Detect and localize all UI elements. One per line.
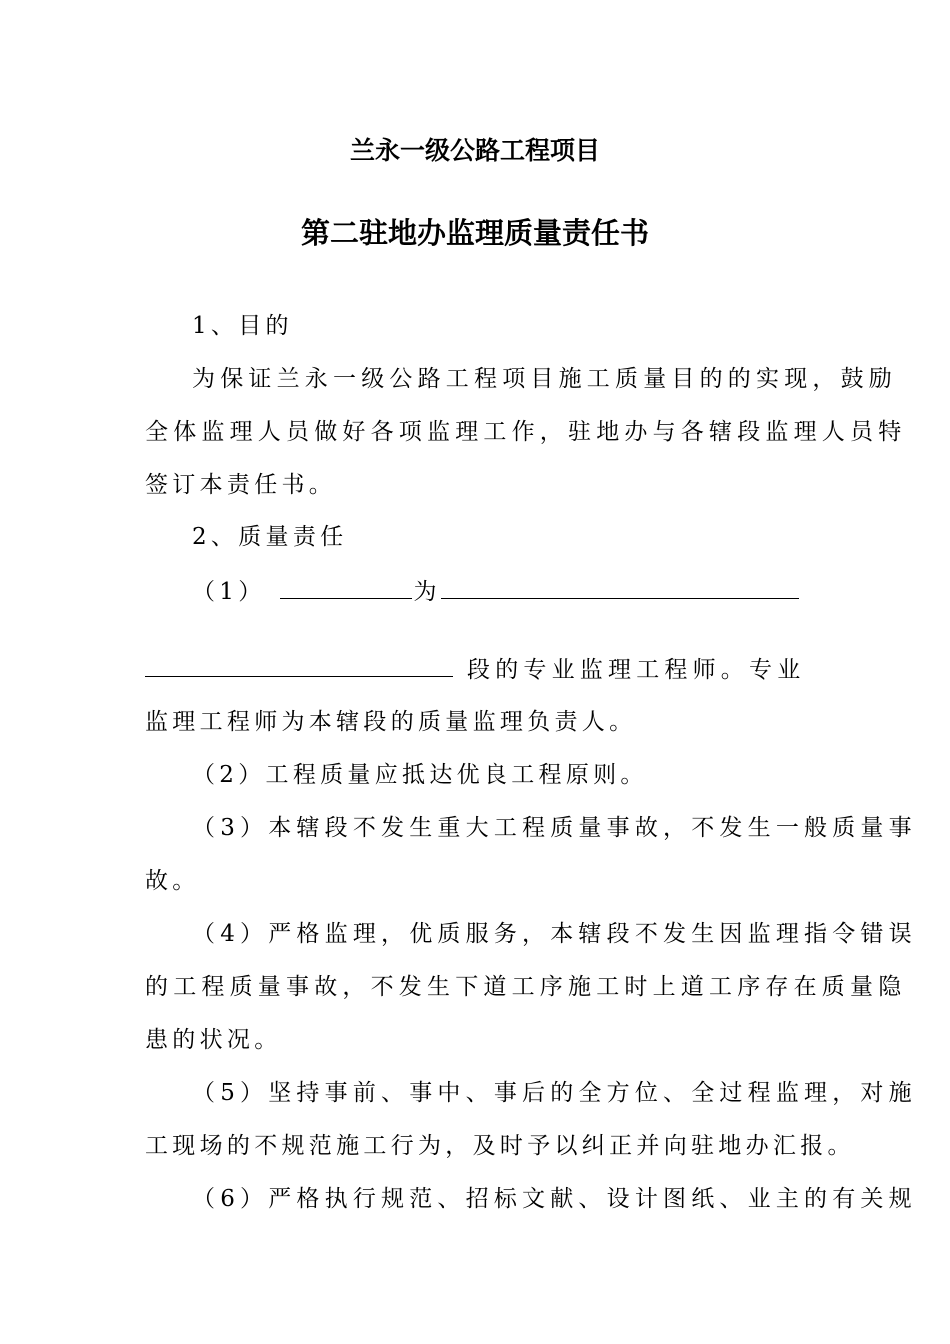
- section-1-paragraph-line-1: 为保证兰永一级公路工程项目施工质量目的的实现，鼓励: [192, 366, 897, 392]
- section-2-heading: 2、质量责任: [192, 524, 348, 550]
- item-5-line-2: 工现场的不规范施工行为，及时予以纠正并向驻地办汇报。: [145, 1133, 855, 1159]
- item-2: （2）工程质量应抵达优良工程原则。: [192, 762, 648, 788]
- item-5-line-1: （5）坚持事前、事中、事后的全方位、全过程监理，对施: [192, 1080, 917, 1106]
- item-4-line-2: 的工程质量事故，不发生下道工序施工时上道工序存在质量隐: [145, 974, 907, 1000]
- section-1-heading: 1、目的: [192, 313, 293, 339]
- item-1-connector: 为: [413, 579, 441, 605]
- role-blank-field[interactable]: [441, 576, 799, 599]
- item-1-line-2-text: 段的专业监理工程师。专业: [467, 657, 806, 683]
- item-1-line-1: [192, 576, 810, 607]
- document-title: 第二驻地办监理质量责任书: [300, 216, 649, 250]
- name-blank-field[interactable]: [280, 576, 412, 599]
- item-1-line-2: [145, 654, 810, 685]
- item-4-line-3: 患的状况。: [145, 1027, 282, 1053]
- item-4-line-1: （4）严格监理，优质服务，本辖段不发生因监理指令错误: [192, 921, 917, 947]
- item-6-line-1: （6）严格执行规范、招标文献、设计图纸、业主的有关规: [192, 1186, 917, 1212]
- item-1-line-3: 监理工程师为本辖段的质量监理负责人。: [145, 709, 637, 735]
- item-1-number: （1）: [192, 579, 266, 605]
- section-blank-field[interactable]: [145, 654, 453, 677]
- item-3-line-2: 故。: [145, 868, 200, 894]
- project-title: 兰永一级公路工程项目: [349, 136, 600, 165]
- section-1-paragraph-line-3: 签订本责任书。: [145, 472, 337, 498]
- section-1-paragraph-line-2: 全体监理人员做好各项监理工作，驻地办与各辖段监理人员特: [145, 419, 907, 445]
- item-3-line-1: （3）本辖段不发生重大工程质量事故，不发生一般质量事: [192, 815, 917, 841]
